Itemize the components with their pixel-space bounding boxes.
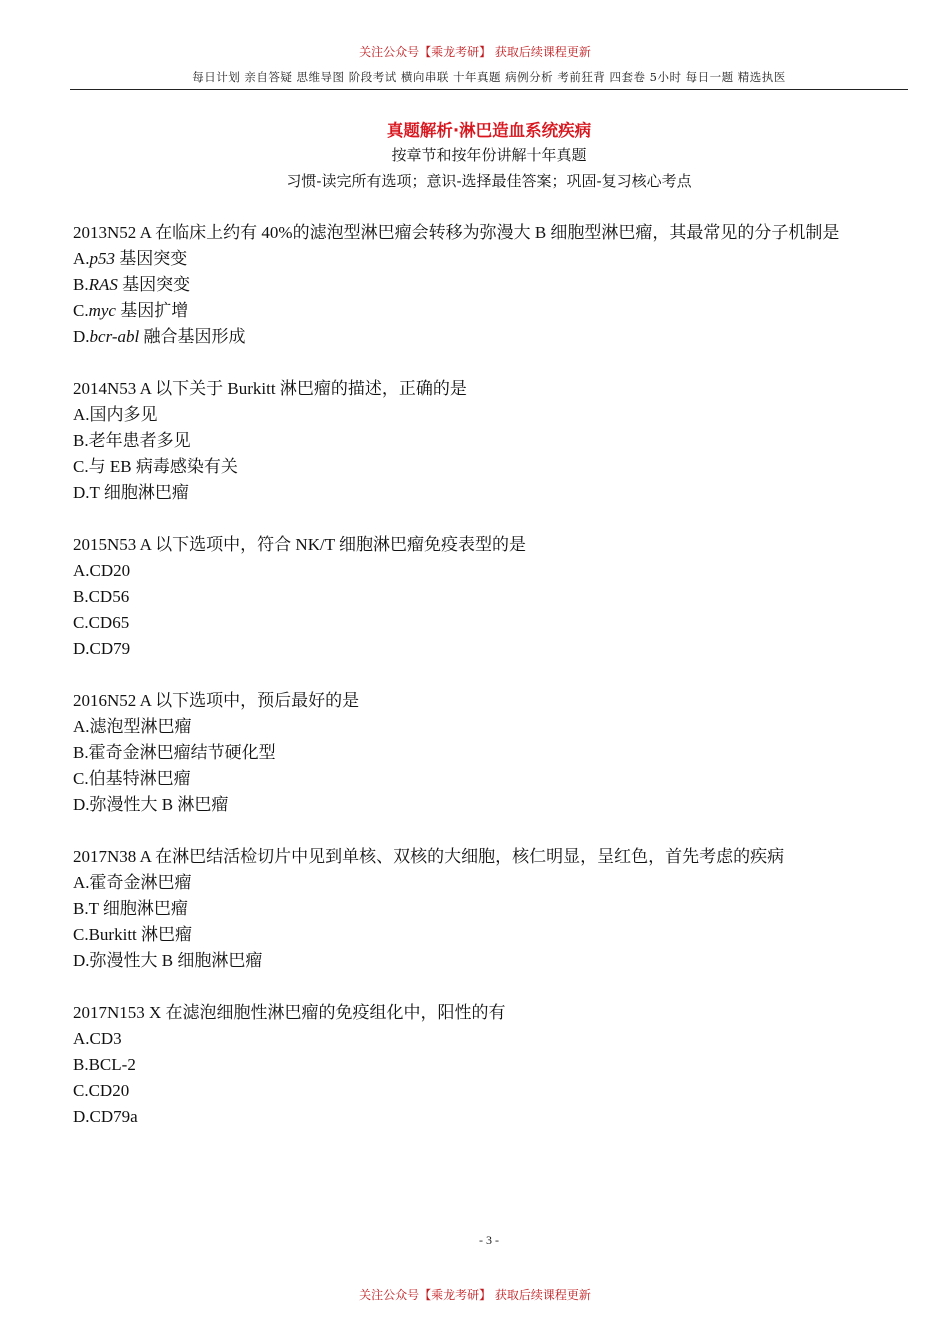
option-text: CD65 [88, 613, 130, 632]
option-text: 老年患者多见 [88, 431, 191, 450]
answer-option [73, 558, 908, 584]
question-stem: 2017N38 A 在淋巴结活检切片中见到单核、双核的大细胞，核仁明显，呈红色，首先考虑的疾病 [73, 847, 785, 866]
answer-option [73, 1104, 908, 1130]
answer-option [73, 896, 908, 922]
answer-option [73, 740, 908, 766]
question-item [73, 376, 908, 506]
document-subtitle: 按章节和按年份讲解十年真题 [391, 146, 587, 164]
option-letter: A. [73, 717, 90, 736]
question-stem: 2015N53 A 以下选项中，符合 NK/T 细胞淋巴瘤免疫表型的是 [73, 535, 527, 554]
question-stem: 2016N52 A 以下选项中，预后最好的是 [73, 691, 360, 710]
header-tagline: 每日计划 亲自答疑 思维导图 阶段考试 横向串联 十年真题 病例分析 考前狂背 四套卷 5小时 每日一题 精选执医 [192, 70, 786, 84]
option-text: CD20 [88, 1081, 130, 1100]
answer-option [73, 480, 908, 506]
answer-option [73, 428, 908, 454]
option-text: 弥漫性大 B 淋巴瘤 [89, 795, 229, 814]
option-text: T 细胞淋巴瘤 [88, 899, 188, 918]
answer-option [73, 1078, 908, 1104]
answer-option [73, 298, 908, 324]
answer-option [73, 610, 908, 636]
option-letter: A. [73, 249, 90, 268]
header-promo-text: 关注公众号【乘龙考研】 获取后续课程更新 [359, 45, 591, 59]
question-item [73, 1000, 908, 1130]
question-stem: 2017N153 X 在滤泡细胞性淋巴瘤的免疫组化中，阳性的有 [73, 1003, 506, 1022]
option-text: BCL-2 [88, 1055, 136, 1074]
answer-option [73, 402, 908, 428]
option-letter: C. [73, 301, 89, 320]
question-list [73, 220, 908, 1156]
question-stem: 2014N53 A 以下关于 Burkitt 淋巴瘤的描述，正确的是 [73, 379, 467, 398]
option-letter: A. [73, 405, 90, 424]
answer-option [73, 870, 908, 896]
question-item [73, 532, 908, 662]
option-letter: C. [73, 613, 89, 632]
option-text: CD79 [89, 639, 131, 658]
option-letter: A. [73, 873, 90, 892]
gene-name: RAS [88, 275, 118, 294]
document-title: 真题解析·淋巴造血系统疾病 [386, 121, 592, 140]
option-letter: B. [73, 275, 89, 294]
option-text: 霍奇金淋巴瘤结节硬化型 [88, 743, 276, 762]
question-item [73, 688, 908, 818]
option-text: 霍奇金淋巴瘤 [89, 873, 192, 892]
answer-option [73, 1026, 908, 1052]
option-text: 基因扩增 [115, 301, 189, 320]
option-text: 滤泡型淋巴瘤 [89, 717, 192, 736]
option-text: 伯基特淋巴瘤 [88, 769, 191, 788]
option-text: Burkitt 淋巴瘤 [88, 925, 193, 944]
option-letter: C. [73, 1081, 89, 1100]
answer-option [73, 792, 908, 818]
answer-option [73, 922, 908, 948]
option-letter: B. [73, 1055, 89, 1074]
option-text: CD20 [89, 561, 131, 580]
option-letter: A. [73, 561, 90, 580]
answer-option [73, 454, 908, 480]
option-text: CD3 [89, 1029, 122, 1048]
answer-option [73, 584, 908, 610]
option-text: 国内多见 [89, 405, 158, 424]
answer-option [73, 1052, 908, 1078]
option-text: CD79a [89, 1107, 138, 1126]
option-text: 基因突变 [115, 249, 188, 268]
option-text: 融合基因形成 [139, 327, 246, 346]
option-letter: B. [73, 743, 89, 762]
answer-option [73, 714, 908, 740]
gene-name: myc [88, 301, 116, 320]
gene-name: bcr-abl [89, 327, 140, 346]
option-letter: D. [73, 951, 90, 970]
answer-option [73, 766, 908, 792]
option-letter: D. [73, 639, 90, 658]
answer-option [73, 272, 908, 298]
footer-promo-text: 关注公众号【乘龙考研】 获取后续课程更新 [359, 1288, 591, 1302]
option-letter: D. [73, 795, 90, 814]
option-text: 与 EB 病毒感染有关 [88, 457, 238, 476]
option-letter: D. [73, 1107, 90, 1126]
answer-option [73, 636, 908, 662]
answer-option [73, 246, 908, 272]
question-item [73, 844, 908, 974]
answer-option [73, 324, 908, 350]
answer-option [73, 948, 908, 974]
option-letter: D. [73, 327, 90, 346]
option-letter: A. [73, 1029, 90, 1048]
option-letter: B. [73, 587, 89, 606]
option-letter: C. [73, 925, 89, 944]
option-text: 弥漫性大 B 细胞淋巴瘤 [89, 951, 263, 970]
option-letter: C. [73, 457, 89, 476]
option-letter: B. [73, 899, 89, 918]
question-stem: 2013N52 A 在临床上约有 40%的滤泡型淋巴瘤会转移为弥漫大 B 细胞型淋巴瘤，其最常见的分子机制是 [73, 223, 840, 242]
option-text: CD56 [88, 587, 130, 606]
document-study-tips: 习惯-读完所有选项；意识-选择最佳答案；巩固-复习核心考点 [286, 172, 692, 190]
option-letter: B. [73, 431, 89, 450]
option-letter: C. [73, 769, 89, 788]
option-text: T 细胞淋巴瘤 [89, 483, 189, 502]
option-text: 基因突变 [117, 275, 191, 294]
question-item [73, 220, 908, 350]
header-divider [70, 89, 908, 90]
page-number: - 3 - [479, 1233, 499, 1247]
option-letter: D. [73, 483, 90, 502]
gene-name: p53 [89, 249, 116, 268]
